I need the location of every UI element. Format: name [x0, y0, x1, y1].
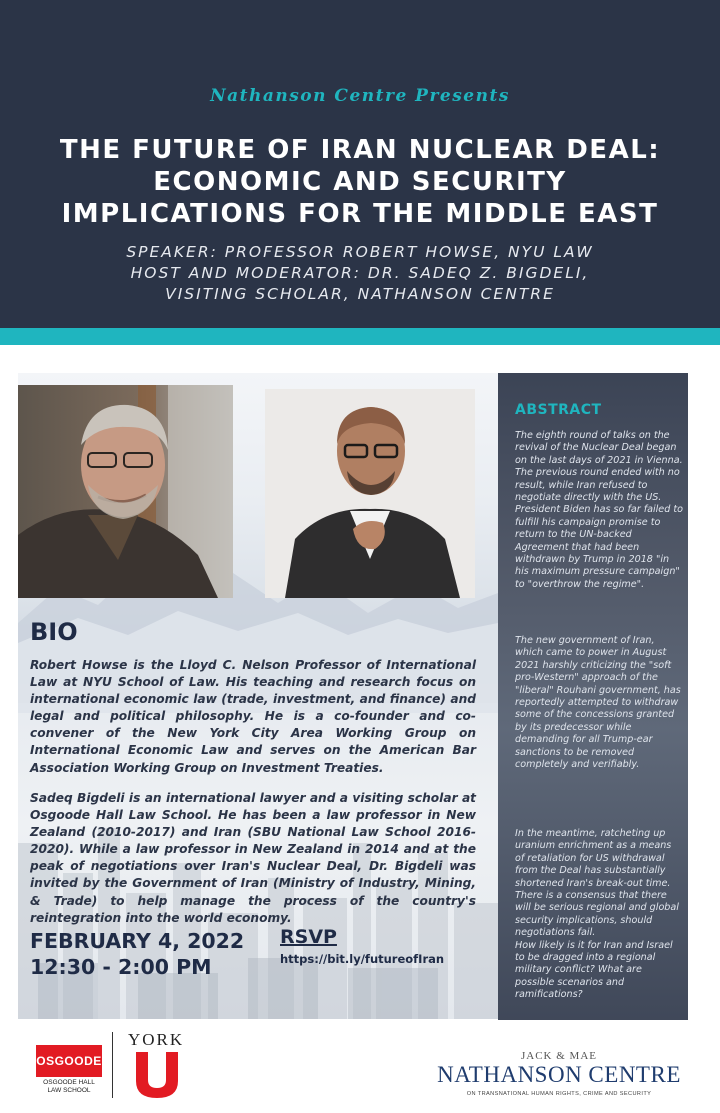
osgoode-logo — [36, 1045, 102, 1095]
york-u-logo — [132, 1050, 182, 1100]
abstract-paragraph: The new government of Iran, which came to power in August 2021 harshly criticizing the "soft pro-Western" approach of the "liberal" Rouhani government, has reportedly attempted to withdraw some of the concessions granted by its predecessor while demanding for all Trump-ear sanctions to be removed completely and verifiably. — [515, 635, 681, 771]
host-photo-sadeq-bigdeli — [265, 389, 475, 598]
rsvp-heading: RSVP — [280, 926, 337, 948]
nathanson-logo-main: NATHANSON CENTRE — [437, 1062, 681, 1087]
nathanson-logo-top: JACK & MAE — [520, 1050, 597, 1062]
bio-paragraph-howse: Robert Howse is the Lloyd C. Nelson Professor of International Law at NYU School of Law. His teaching and research focus on international economic law (trade, investment, and finance) and legal and political philosophy. He is a co-founder and co-convener of the New York City Area Working Group on International Economic Law and serves on the American Bar Association Working Group on Investment Treaties. — [30, 658, 476, 775]
nathanson-centre-logo — [428, 1050, 690, 1097]
host-affiliation-line: VISITING SCHOLAR, NATHANSON CENTRE — [165, 285, 555, 303]
header-banner — [0, 0, 720, 328]
abstract-panel — [498, 373, 688, 1020]
bio-heading: BIO — [30, 618, 78, 646]
event-datetime — [30, 928, 244, 980]
york-logo-word: YORK — [128, 1030, 185, 1049]
event-title-line: IMPLICATIONS FOR THE MIDDLE EAST — [61, 199, 659, 229]
abstract-heading: ABSTRACT — [515, 402, 602, 418]
bio-paragraph-bigdeli: Sadeq Bigdeli is an international lawyer and a visiting scholar at Osgoode Hall Law School. He has been a law professor in New Zealand (2010-2017) and Iran (SBU National Law School 2016-2020). While a law professor in New Zealand in 2014 and at the peak of negotiations over Iran's Nuclear Deal, Dr. Bigdeli was invited by the Government of Iran (Ministry of Industry, Mining, & Trade) to help manage the process of the country's reintegration into the world economy. — [30, 791, 476, 925]
abstract-paragraph: The eighth round of talks on the revival of the Nuclear Deal began on the last days of 2021 in Vienna. The previous round ended with no result, while Iran refused to negotiate directly with the US. President Biden has so far failed to fulfill his campaign promise to return to the UN-backed Agreement that had been withdrawn by Trump in 2018 "in his maximum pressure campaign" to "overthrow the regime". — [515, 430, 683, 590]
speaker-photo-robert-howse — [18, 385, 233, 598]
event-date: FEBRUARY 4, 2022 — [30, 929, 245, 953]
speaker-info — [0, 242, 720, 305]
event-title — [0, 134, 720, 230]
host-line: HOST AND MODERATOR: DR. SADEQ Z. BIGDELI, — [130, 264, 590, 282]
osgoode-logo-caption: OSGOODE HALL LAW SCHOOL — [43, 1079, 95, 1094]
osgoode-logo-mark: OSGOODE — [36, 1045, 102, 1077]
event-title-line: THE FUTURE OF IRAN NUCLEAR DEAL: — [59, 135, 661, 165]
speaker-line: SPEAKER: PROFESSOR ROBERT HOWSE, NYU LAW — [126, 243, 594, 261]
logo-divider — [112, 1032, 113, 1098]
nathanson-logo-subtitle: ON TRANSNATIONAL HUMAN RIGHTS, CRIME AND SECURITY — [466, 1091, 652, 1097]
rsvp-link[interactable]: https://bit.ly/futureofIran — [280, 952, 445, 966]
accent-band — [0, 328, 720, 345]
presenter-line: Nathanson Centre Presents — [210, 86, 510, 106]
event-title-line: ECONOMIC AND SECURITY — [153, 167, 567, 197]
event-time: 12:30 - 2:00 PM — [30, 955, 212, 979]
abstract-paragraph: In the meantime, ratcheting up uranium enrichment as a means of retaliation for US withdrawal from the Deal has substantially shortened Iran's break-out time. There is a consensus that there will be serious regional and global security implications, should negotiations fail. How likely is it for Iran and Israel to be dragged into a regional military conflict? What are possible scenarios and ramifications? — [515, 828, 679, 1001]
